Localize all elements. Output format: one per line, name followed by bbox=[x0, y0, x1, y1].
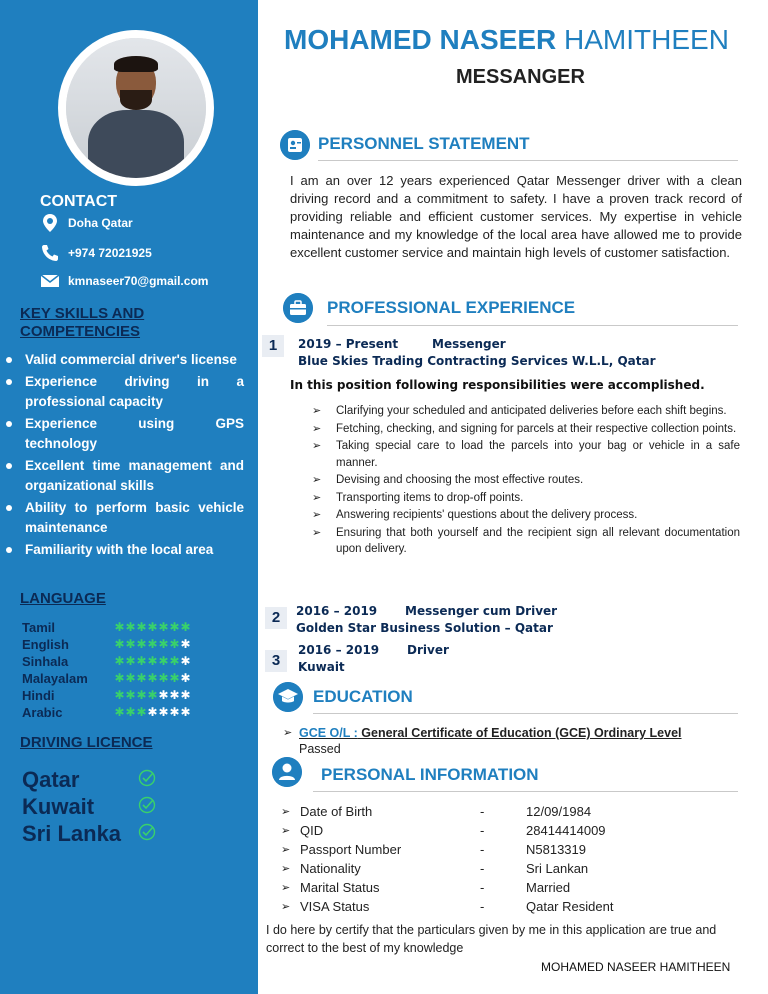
language-name: Tamil bbox=[22, 620, 55, 635]
contact-heading: CONTACT bbox=[40, 193, 118, 210]
personal-info-divider bbox=[313, 791, 738, 792]
checkmark-circle-icon bbox=[138, 823, 156, 841]
star-filled-icon: ✱ bbox=[114, 620, 125, 634]
star-filled-icon: ✱ bbox=[158, 637, 169, 651]
duty-item bbox=[312, 507, 740, 524]
job-title: Driver bbox=[407, 643, 449, 657]
signature-name: MOHAMED NASEER HAMITHEEN bbox=[541, 960, 731, 974]
contact-email[interactable] bbox=[40, 271, 208, 291]
arrow-bullet-icon: ➢ bbox=[281, 806, 291, 818]
job-company: Kuwait bbox=[298, 660, 345, 674]
language-name: Sinhala bbox=[22, 654, 69, 669]
education-heading: EDUCATION bbox=[313, 687, 413, 706]
statement-text: I am an over 12 years experienced Qatar Messenger driver with a clean driving record and a commitment to safety. I have a proven track record of providing reliable and efficient customer services. My expertise in vehicle maintenance and my knowledge of the local area have allowed me to provide excellent customer service and maintain high levels of customer satisfaction. bbox=[290, 173, 742, 260]
statement-divider bbox=[318, 160, 738, 161]
star-empty-icon: ✱ bbox=[147, 705, 158, 719]
personal-info-label: Marital Status bbox=[300, 880, 380, 895]
job-title: Messenger bbox=[432, 337, 506, 351]
star-empty-icon: ✱ bbox=[158, 688, 169, 702]
star-filled-icon: ✱ bbox=[125, 620, 136, 634]
sidebar bbox=[0, 0, 258, 994]
star-filled-icon: ✱ bbox=[147, 620, 158, 634]
star-filled-icon: ✱ bbox=[125, 688, 136, 702]
star-filled-icon: ✱ bbox=[125, 654, 136, 668]
candidate-name bbox=[284, 24, 729, 56]
job-dates: 2016 – 2019 bbox=[296, 604, 378, 618]
language-row bbox=[22, 671, 212, 688]
arrow-bullet-icon: ➢ bbox=[312, 491, 322, 504]
star-filled-icon: ✱ bbox=[125, 705, 136, 719]
contact-location-text: Doha Qatar bbox=[68, 216, 133, 230]
checkmark-circle-icon bbox=[138, 769, 156, 787]
contact-location bbox=[40, 213, 133, 233]
statement-heading: PERSONNEL STATEMENT bbox=[318, 134, 530, 153]
duty-text: Taking special care to load the parcels into your bag or vehicle in a safe manner. bbox=[336, 440, 740, 469]
name-last: HAMITHEEN bbox=[564, 24, 729, 55]
arrow-bullet-icon: ➢ bbox=[312, 526, 322, 539]
education-qualification bbox=[299, 726, 719, 740]
separator-dash: - bbox=[480, 823, 485, 838]
location-pin-icon bbox=[40, 213, 60, 233]
job-number: 3 bbox=[265, 650, 287, 672]
star-filled-icon: ✱ bbox=[158, 620, 169, 634]
skills-heading: KEY SKILLS AND COMPETENCIES bbox=[20, 305, 145, 340]
job-number: 2 bbox=[265, 607, 287, 629]
contact-phone bbox=[40, 243, 152, 263]
bullet-dot-icon bbox=[6, 505, 12, 511]
education-link[interactable]: GCE O/L : bbox=[299, 726, 358, 740]
star-filled-icon: ✱ bbox=[147, 637, 158, 651]
personal-info-row bbox=[281, 823, 641, 842]
personal-info-label: Nationality bbox=[300, 861, 361, 876]
bullet-dot-icon bbox=[6, 379, 12, 385]
bullet-dot-icon bbox=[6, 421, 12, 427]
language-row bbox=[22, 654, 212, 671]
language-name: Malayalam bbox=[22, 671, 88, 686]
arrow-bullet-icon: ➢ bbox=[312, 440, 322, 452]
personal-info-row bbox=[281, 842, 641, 861]
briefcase-icon bbox=[283, 293, 313, 323]
arrow-bullet-icon: ➢ bbox=[283, 727, 293, 739]
star-filled-icon: ✱ bbox=[114, 654, 125, 668]
skills-list bbox=[4, 350, 244, 562]
job-company: Golden Star Business Solution – Qatar bbox=[296, 621, 553, 635]
language-heading: LANGUAGE bbox=[20, 590, 106, 607]
personal-info-label: VISA Status bbox=[300, 899, 370, 914]
star-filled-icon: ✱ bbox=[169, 620, 180, 634]
skill-item bbox=[4, 456, 244, 496]
star-empty-icon: ✱ bbox=[180, 705, 191, 719]
arrow-bullet-icon: ➢ bbox=[281, 825, 291, 837]
star-empty-icon: ✱ bbox=[180, 688, 191, 702]
language-rating bbox=[114, 688, 191, 702]
skill-text: Excellent time management and organizational skills bbox=[25, 458, 244, 493]
duty-text: Fetching, checking, and signing for parcels at their respective collection points. bbox=[336, 422, 737, 435]
personal-info-row bbox=[281, 899, 641, 918]
star-filled-icon: ✱ bbox=[125, 671, 136, 685]
personal-info-label: QID bbox=[300, 823, 324, 838]
star-filled-icon: ✱ bbox=[114, 637, 125, 651]
skill-item bbox=[4, 350, 244, 370]
skill-item bbox=[4, 372, 244, 412]
separator-dash: - bbox=[480, 899, 485, 914]
star-filled-icon: ✱ bbox=[114, 705, 125, 719]
language-rating bbox=[114, 671, 191, 685]
personal-info-value: Sri Lankan bbox=[526, 861, 589, 876]
language-rating bbox=[114, 620, 191, 634]
skill-text: Experience using GPS technology bbox=[25, 416, 244, 451]
driving-licence-heading: DRIVING LICENCE bbox=[20, 734, 153, 751]
graduation-cap-icon bbox=[273, 682, 303, 712]
profile-photo-frame bbox=[58, 30, 214, 186]
language-row bbox=[22, 620, 212, 637]
star-filled-icon: ✱ bbox=[136, 705, 147, 719]
personal-info-row bbox=[281, 880, 641, 899]
star-filled-icon: ✱ bbox=[158, 671, 169, 685]
skill-item bbox=[4, 540, 244, 560]
arrow-bullet-icon: ➢ bbox=[312, 509, 322, 521]
star-filled-icon: ✱ bbox=[147, 688, 158, 702]
job-dates: 2016 – 2019 bbox=[298, 643, 380, 657]
star-filled-icon: ✱ bbox=[147, 671, 158, 685]
job-number: 1 bbox=[262, 335, 284, 357]
star-filled-icon: ✱ bbox=[125, 637, 136, 651]
education-result: Passed bbox=[299, 742, 341, 756]
language-rating bbox=[114, 654, 191, 668]
star-empty-icon: ✱ bbox=[180, 637, 191, 651]
language-name: Hindi bbox=[22, 688, 55, 703]
star-empty-icon: ✱ bbox=[180, 671, 191, 685]
star-filled-icon: ✱ bbox=[169, 671, 180, 685]
arrow-bullet-icon: ➢ bbox=[281, 863, 291, 875]
licence-country-name: Sri Lanka bbox=[22, 821, 122, 846]
personal-info-value: N5813319 bbox=[526, 842, 586, 857]
personal-info-label: Passport Number bbox=[300, 842, 402, 857]
duty-text: Transporting items to drop-off points. bbox=[336, 491, 524, 504]
statement-icon bbox=[280, 130, 310, 160]
education-qualification-text: General Certificate of Education (GCE) Ordinary Level bbox=[357, 726, 682, 740]
duty-text: Ensuring that both yourself and the recipient sign all relevant documentation upon delivery. bbox=[336, 526, 740, 555]
arrow-bullet-icon: ➢ bbox=[312, 422, 322, 435]
duty-item bbox=[312, 472, 740, 489]
language-row bbox=[22, 688, 212, 705]
star-filled-icon: ✱ bbox=[136, 620, 147, 634]
duty-item bbox=[312, 403, 740, 420]
language-rating bbox=[114, 705, 191, 719]
phone-icon bbox=[40, 243, 60, 263]
skill-text: Familiarity with the local area bbox=[25, 542, 214, 557]
licence-country-name: Kuwait bbox=[22, 794, 95, 819]
duty-text: Devising and choosing the most effective routes. bbox=[336, 474, 584, 486]
separator-dash: - bbox=[480, 861, 485, 876]
star-filled-icon: ✱ bbox=[147, 654, 158, 668]
duty-item bbox=[312, 525, 740, 558]
separator-dash: - bbox=[480, 842, 485, 857]
licence-country-row bbox=[22, 821, 172, 847]
star-empty-icon: ✱ bbox=[169, 688, 180, 702]
star-filled-icon: ✱ bbox=[169, 654, 180, 668]
arrow-bullet-icon: ➢ bbox=[312, 474, 322, 486]
contact-email-text: kmnaseer70@gmail.com bbox=[68, 274, 209, 288]
star-filled-icon: ✱ bbox=[136, 637, 147, 651]
skill-item bbox=[4, 414, 244, 454]
personal-info-value: 28414414009 bbox=[526, 823, 606, 838]
language-name: English bbox=[22, 637, 69, 652]
language-row bbox=[22, 637, 212, 654]
personal-info-row bbox=[281, 861, 641, 880]
licence-country-row bbox=[22, 794, 172, 820]
job-company: Blue Skies Trading Contracting Services W.L.L, Qatar bbox=[298, 354, 656, 368]
envelope-icon bbox=[40, 271, 60, 291]
job-role: MESSANGER bbox=[456, 66, 585, 88]
experience-divider bbox=[327, 325, 738, 326]
licence-country-name: Qatar bbox=[22, 767, 80, 792]
star-filled-icon: ✱ bbox=[136, 688, 147, 702]
star-filled-icon: ✱ bbox=[114, 671, 125, 685]
declaration-text: I do here by certify that the particulars given by me in this application are true and correct to the best of my knowledge bbox=[266, 923, 717, 955]
contact-phone-text: +974 72021925 bbox=[68, 246, 152, 260]
bullet-dot-icon bbox=[6, 357, 12, 363]
separator-dash: - bbox=[480, 804, 485, 819]
star-filled-icon: ✱ bbox=[114, 688, 125, 702]
duty-text: Answering recipients' questions about the delivery process. bbox=[336, 509, 638, 521]
arrow-bullet-icon: ➢ bbox=[281, 901, 291, 913]
star-filled-icon: ✱ bbox=[169, 637, 180, 651]
arrow-bullet-icon: ➢ bbox=[281, 882, 291, 894]
star-filled-icon: ✱ bbox=[136, 654, 147, 668]
person-icon bbox=[272, 757, 302, 787]
duty-item bbox=[312, 421, 740, 438]
star-filled-icon: ✱ bbox=[136, 671, 147, 685]
skill-text: Ability to perform basic vehicle maintenance bbox=[25, 500, 244, 535]
arrow-bullet-icon: ➢ bbox=[281, 844, 291, 856]
duty-text: Clarifying your scheduled and anticipated deliveries before each shift begins. bbox=[336, 405, 727, 417]
skill-text: Experience driving in a professional capacity bbox=[25, 374, 244, 409]
job-title: Messenger cum Driver bbox=[405, 604, 558, 618]
bullet-dot-icon bbox=[6, 463, 12, 469]
arrow-bullet-icon: ➢ bbox=[312, 405, 322, 417]
duty-item bbox=[312, 438, 740, 471]
star-empty-icon: ✱ bbox=[169, 705, 180, 719]
job-dates: 2019 – Present bbox=[298, 337, 399, 351]
personal-info-value: Married bbox=[526, 880, 571, 895]
star-empty-icon: ✱ bbox=[180, 654, 191, 668]
language-rating bbox=[114, 637, 191, 651]
checkmark-circle-icon bbox=[138, 796, 156, 814]
responsibilities-intro: In this position following responsibilities were accomplished. bbox=[290, 378, 705, 392]
personal-info-value: 12/09/1984 bbox=[526, 804, 592, 819]
experience-heading: PROFESSIONAL EXPERIENCE bbox=[327, 298, 576, 317]
name-first: MOHAMED NASEER bbox=[284, 24, 557, 55]
star-empty-icon: ✱ bbox=[158, 705, 169, 719]
separator-dash: - bbox=[480, 880, 485, 895]
skill-text: Valid commercial driver's license bbox=[25, 352, 237, 367]
licence-country-row bbox=[22, 767, 172, 793]
bullet-dot-icon bbox=[6, 547, 12, 553]
personal-info-row bbox=[281, 804, 641, 823]
personal-info-heading: PERSONAL INFORMATION bbox=[321, 765, 539, 784]
duties-list bbox=[312, 403, 740, 593]
personal-info-label: Date of Birth bbox=[300, 804, 373, 819]
duty-item bbox=[312, 490, 740, 507]
star-filled-icon: ✱ bbox=[180, 620, 191, 634]
profile-photo bbox=[66, 38, 206, 178]
skill-item bbox=[4, 498, 244, 538]
star-filled-icon: ✱ bbox=[158, 654, 169, 668]
education-divider bbox=[313, 713, 738, 714]
personal-info-value: Qatar Resident bbox=[526, 899, 614, 914]
language-row bbox=[22, 705, 212, 722]
language-name: Arabic bbox=[22, 705, 63, 720]
